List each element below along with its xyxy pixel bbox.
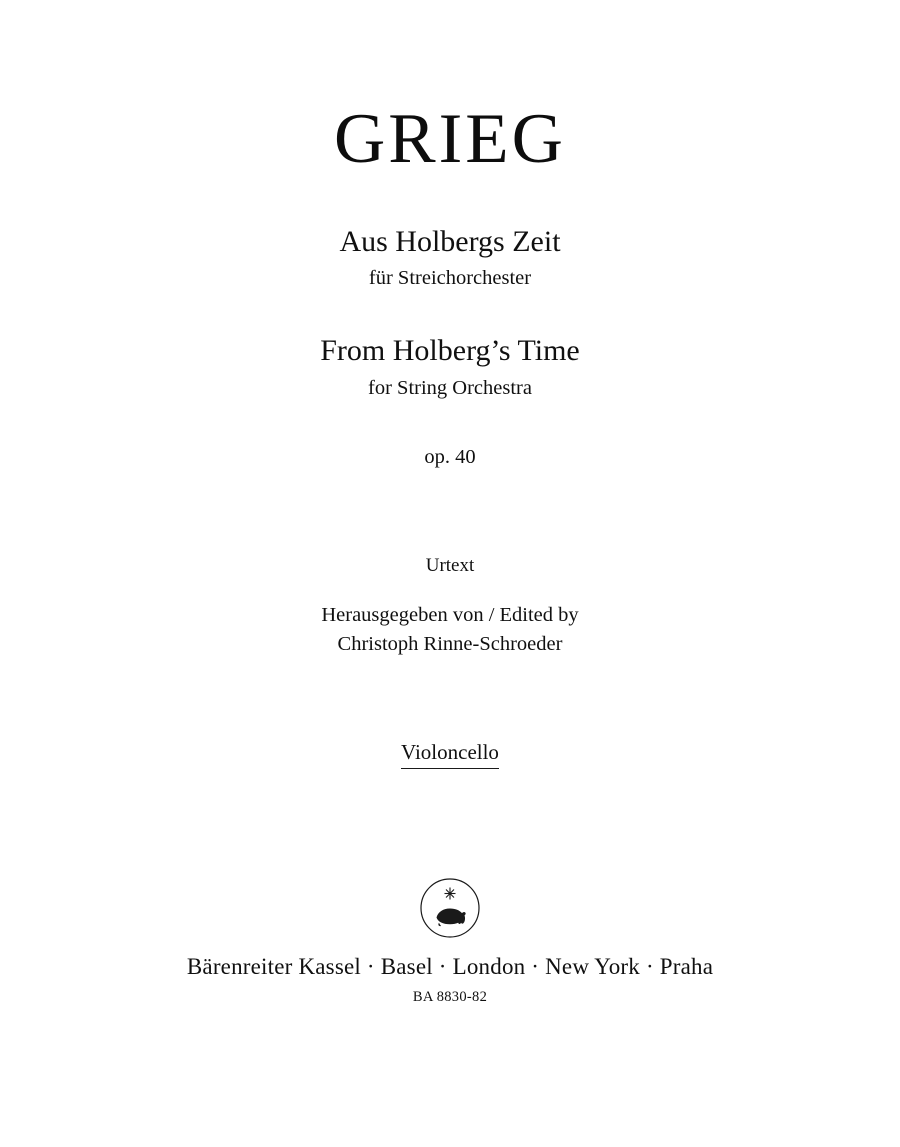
editor-block [321, 601, 578, 658]
baerenreiter-bear-star-logo-icon [419, 877, 481, 939]
editor-name: Christoph Rinne-Schroeder [337, 632, 563, 655]
part-name: Violoncello [401, 740, 499, 769]
publisher-imprint: Bärenreiter Kassel · Basel · London · New York · Praha [186, 954, 714, 980]
plate-number: BA 8830-82 [412, 989, 488, 1006]
work-subtitle-german: für Streichorchester [368, 267, 532, 290]
work-subtitle-english: for String Orchestra [368, 377, 532, 400]
edition-type: Urtext [425, 555, 475, 577]
work-title-german: Aus Holbergs Zeit [339, 224, 561, 258]
work-title-english: From Holberg’s Time [320, 334, 580, 368]
opus-number: op. 40 [424, 446, 476, 469]
composer-name: GRIEG [334, 100, 566, 178]
editor-credit-label: Herausgegeben von / Edited by [321, 604, 579, 627]
